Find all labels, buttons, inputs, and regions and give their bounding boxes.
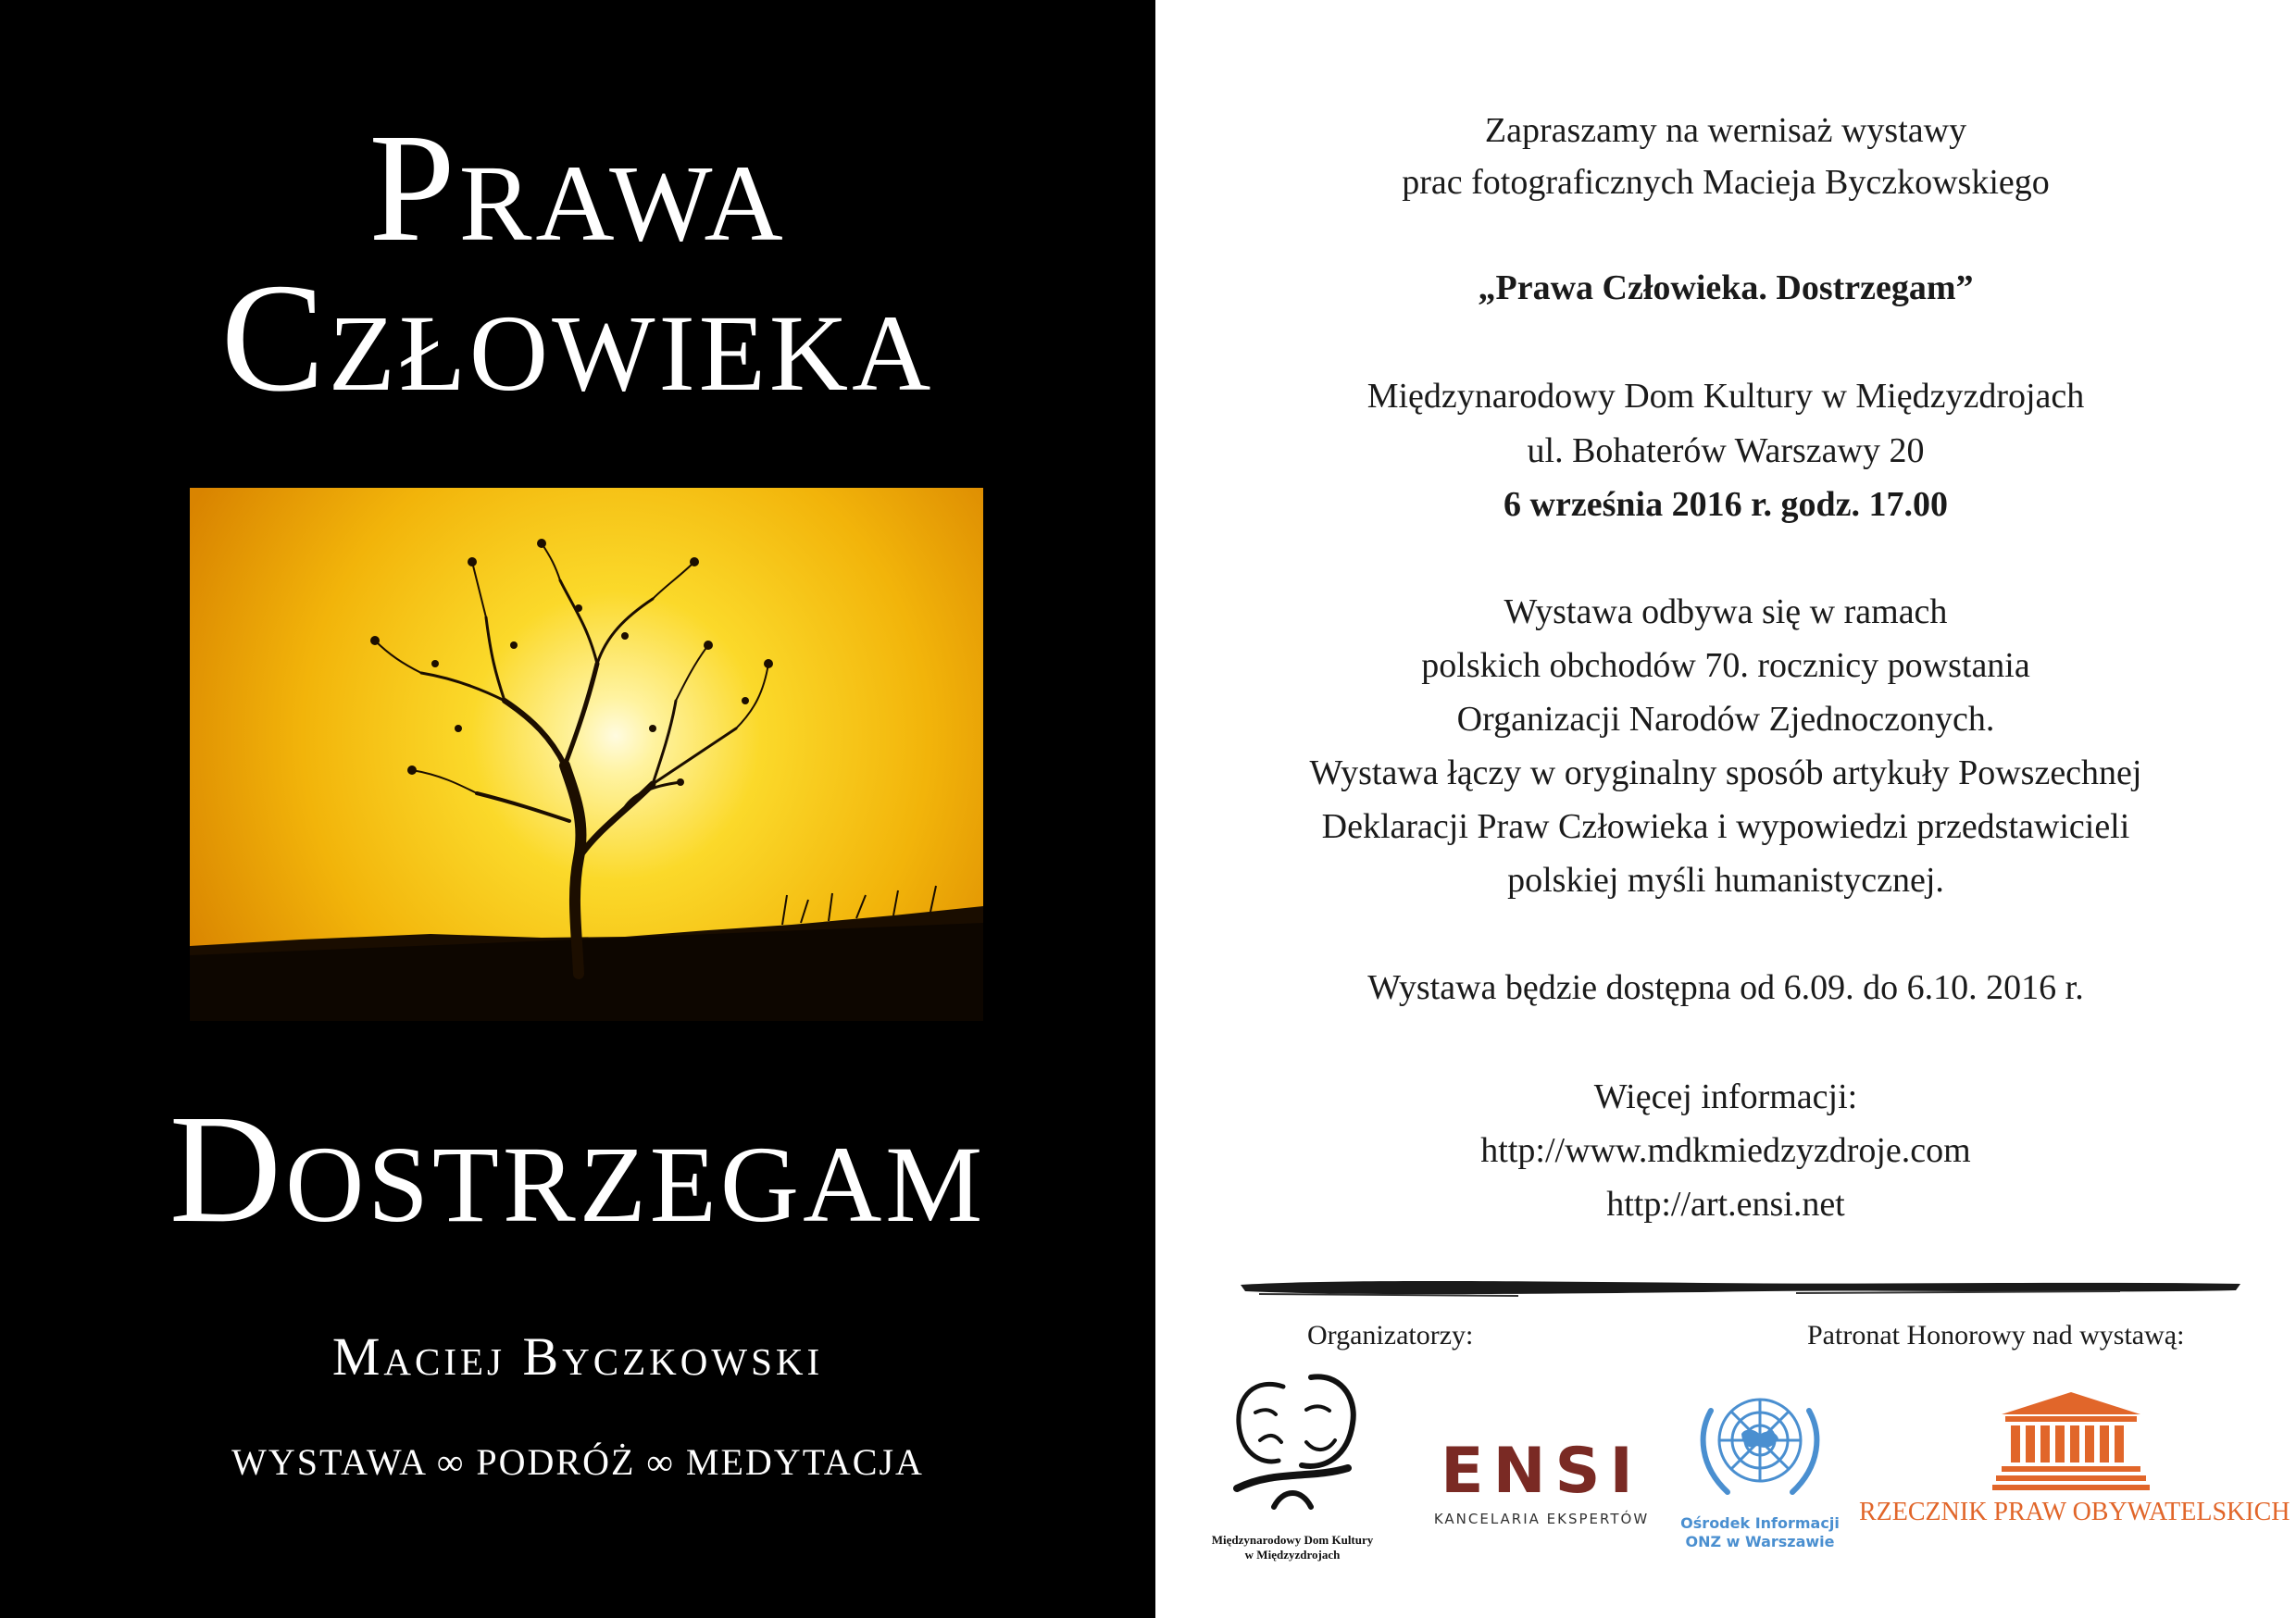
intro-line2: prac fotograficznych Macieja Byczkowskiego <box>1402 163 2050 202</box>
sunset-tree-photo <box>190 488 983 1021</box>
mdk-logo-caption <box>1181 1533 1404 1562</box>
poster-title-line3: Dostrzegam <box>168 1083 987 1255</box>
more-info-label: Więcej informacji: <box>1593 1077 1858 1116</box>
exhibition-title: „Prawa Człowieka. Dostrzegam” <box>1478 268 1974 307</box>
mdk-caption-line1: Międzynarodowy Dom Kultury <box>1211 1533 1374 1547</box>
onz-caption <box>1672 1514 1848 1551</box>
onz-caption-line2: ONZ w Warszawie <box>1685 1533 1835 1550</box>
description-line2: polskich obchodów 70. rocznicy powstania <box>1421 646 2030 685</box>
availability: Wystawa będzie dostępna od 6.09. do 6.10. 2016 r. <box>1367 968 2084 1007</box>
description-line1: Wystawa odbywa się w ramach <box>1504 592 1948 631</box>
link-ensi[interactable]: http://art.ensi.net <box>1606 1185 1845 1224</box>
description-line5: Deklaracji Praw Człowieka i wypowiedzi przedstawicieli <box>1321 807 2130 846</box>
event-datetime: 6 września 2016 r. godz. 17.00 <box>1504 485 1948 524</box>
patronage-label: Patronat Honorowy nad wystawą: <box>1807 1320 2185 1350</box>
un-emblem-icon <box>1691 1383 1829 1508</box>
ensi-logo: ENSI <box>1441 1435 1642 1508</box>
address: ul. Bohaterów Warszawy 20 <box>1527 431 1925 470</box>
rpo-building-icon <box>1992 1388 2150 1490</box>
rpo-caption: RZECZNIK PRAW OBYWATELSKICH <box>1859 1498 2290 1526</box>
theatre-masks-icon <box>1218 1368 1366 1525</box>
mdk-caption-line2: w Międzyzdrojach <box>1244 1548 1341 1562</box>
sunset-tree-image <box>190 488 983 1021</box>
intro-line1: Zapraszamy na wernisaż wystawy <box>1484 111 1967 150</box>
description-line3: Organizacji Narodów Zjednoczonych. <box>1456 700 1995 739</box>
poster-title-line2: Człowieka <box>220 252 935 424</box>
description-line6: polskiej myśli humanistycznej. <box>1507 861 1944 900</box>
poster-tagline: WYSTAWA ∞ PODRÓŻ ∞ MEDYTACJA <box>231 1441 924 1483</box>
description-line4: Wystawa łączy w oryginalny sposób artykuły Powszechnej <box>1309 753 2142 792</box>
poster-title-line1: Prawa <box>368 102 787 274</box>
poster-author: Maciej Byczkowski <box>331 1326 824 1387</box>
venue: Międzynarodowy Dom Kultury w Międzyzdrojach <box>1366 377 2085 416</box>
organizers-label: Organizatorzy: <box>1307 1320 1474 1350</box>
ensi-caption: KANCELARIA EKSPERTÓW <box>1433 1511 1650 1527</box>
link-mdk[interactable]: http://www.mdkmiedzyzdroje.com <box>1480 1131 1971 1170</box>
onz-caption-line1: Ośrodek Informacji <box>1680 1514 1840 1532</box>
brush-divider <box>1241 1276 2240 1300</box>
